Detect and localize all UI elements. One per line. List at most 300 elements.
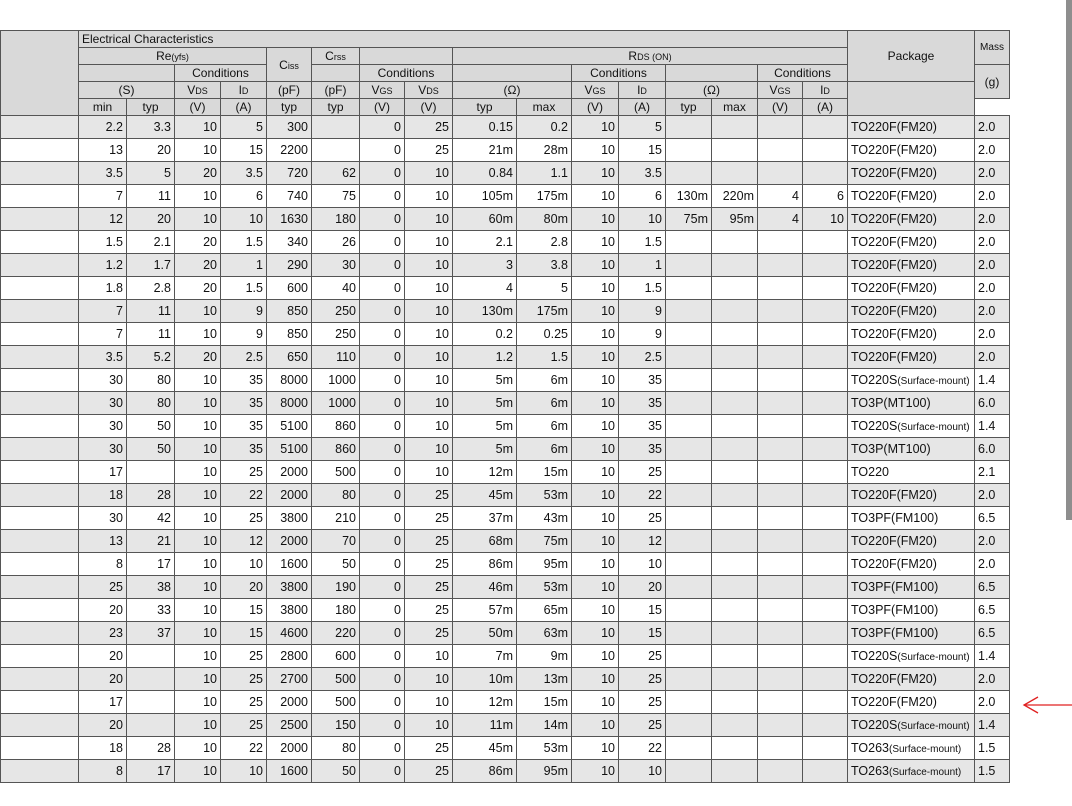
- cell-r2-vgs: [758, 116, 803, 139]
- row-lead-cell: [1, 484, 79, 507]
- cell-c2-vds: 25: [405, 139, 453, 162]
- rds1-vgs-label: [572, 82, 619, 99]
- crss-typ-label: typ: [312, 99, 360, 116]
- cell-r2-id: [803, 139, 848, 162]
- cell-r2-typ: [666, 392, 712, 415]
- cell-r2-typ: [666, 300, 712, 323]
- cell-r2-id: [803, 553, 848, 576]
- row-lead-cell: [1, 208, 79, 231]
- cell-r1-vgs: 10: [572, 530, 619, 553]
- cell-r2-id: [803, 438, 848, 461]
- cell-r2-max: [712, 645, 758, 668]
- cell-crss: 30: [312, 254, 360, 277]
- cell-crss: 600: [312, 645, 360, 668]
- cell-r2-max: [712, 622, 758, 645]
- cell-c-id: 22: [221, 484, 267, 507]
- cell-c-id: 10: [221, 760, 267, 783]
- spec-table-wrap: [0, 30, 1010, 783]
- cell-c2-vds: 25: [405, 576, 453, 599]
- cell-mass: 2.0: [975, 691, 1010, 714]
- row-lead-cell: [1, 645, 79, 668]
- cell-c-vds: 10: [175, 185, 221, 208]
- vgs-v: V: [371, 83, 380, 97]
- cell-c2-vds: 10: [405, 254, 453, 277]
- cell-c2-vds: 10: [405, 461, 453, 484]
- re-sub: (yfs): [171, 52, 189, 62]
- rds1-id-unit: (A): [619, 99, 666, 116]
- cell-re-typ: [127, 714, 175, 737]
- cell-c-id: 22: [221, 737, 267, 760]
- cell-r2-typ: [666, 530, 712, 553]
- cell-crss: 50: [312, 760, 360, 783]
- cell-crss: 180: [312, 208, 360, 231]
- cell-c2-vds: 10: [405, 392, 453, 415]
- cell-r1-max: 75m: [517, 530, 572, 553]
- left-blank-header: [1, 31, 79, 116]
- cell-r1-max: 15m: [517, 461, 572, 484]
- cell-re-typ: 2.8: [127, 277, 175, 300]
- package-name: TO220F(FM20): [851, 350, 937, 364]
- cell-r2-id: [803, 300, 848, 323]
- cell-mass: 2.0: [975, 116, 1010, 139]
- cell-re-min: 7: [79, 300, 127, 323]
- cell-r1-typ: 21m: [453, 139, 517, 162]
- cell-r1-vgs: 10: [572, 346, 619, 369]
- cell-re-min: 30: [79, 507, 127, 530]
- cell-r1-id: 5: [619, 116, 666, 139]
- cell-re-typ: 80: [127, 392, 175, 415]
- cell-c2-vds: 25: [405, 737, 453, 760]
- cell-package: [848, 553, 975, 576]
- cell-r1-typ: 12m: [453, 691, 517, 714]
- cell-r2-id: [803, 231, 848, 254]
- cell-c2-vgs: 0: [360, 438, 405, 461]
- cell-r1-vgs: 10: [572, 645, 619, 668]
- rds1-blank: [453, 65, 572, 82]
- package-name: TO3PF(FM100): [851, 626, 939, 640]
- table-row: [1, 231, 1010, 254]
- cell-c-vds: 10: [175, 438, 221, 461]
- cell-package: [848, 599, 975, 622]
- mass-unit: (g): [975, 65, 1010, 99]
- table-row: [1, 461, 1010, 484]
- cell-r2-vgs: [758, 484, 803, 507]
- cell-c2-vds: 10: [405, 346, 453, 369]
- package-name: TO220S: [851, 419, 898, 433]
- cell-r2-id: [803, 392, 848, 415]
- rds2-max-label: max: [712, 99, 758, 116]
- ciss-header: [267, 48, 312, 82]
- cell-r1-id: 35: [619, 369, 666, 392]
- cell-r1-max: 1.1: [517, 162, 572, 185]
- cell-c-vds: 10: [175, 760, 221, 783]
- cell-package: [848, 415, 975, 438]
- cell-r1-vgs: 10: [572, 576, 619, 599]
- cell-c-id: 1: [221, 254, 267, 277]
- cell-r2-max: [712, 438, 758, 461]
- cell-crss: 150: [312, 714, 360, 737]
- cell-r2-max: [712, 231, 758, 254]
- table-row: [1, 369, 1010, 392]
- rds2-id-label: [803, 82, 848, 99]
- cell-mass: 2.0: [975, 185, 1010, 208]
- cell-c2-vds: 25: [405, 116, 453, 139]
- cell-ciss: 850: [267, 300, 312, 323]
- cell-r2-id: [803, 691, 848, 714]
- row-lead-cell: [1, 599, 79, 622]
- cell-r1-vgs: 10: [572, 254, 619, 277]
- cell-re-min: 17: [79, 691, 127, 714]
- cell-c-vds: 10: [175, 461, 221, 484]
- table-row: [1, 162, 1010, 185]
- row-lead-cell: [1, 139, 79, 162]
- row-lead-cell: [1, 714, 79, 737]
- cell-r2-id: [803, 369, 848, 392]
- cell-r1-id: 20: [619, 576, 666, 599]
- cell-re-typ: 21: [127, 530, 175, 553]
- cell-c2-vgs: 0: [360, 622, 405, 645]
- cell-crss: 70: [312, 530, 360, 553]
- cell-ciss: 650: [267, 346, 312, 369]
- cell-r2-id: [803, 507, 848, 530]
- cell-package: [848, 622, 975, 645]
- cell-r2-max: [712, 162, 758, 185]
- rds1-unit: (Ω): [453, 82, 572, 99]
- table-row: [1, 438, 1010, 461]
- cell-c-id: 9: [221, 323, 267, 346]
- cell-ciss: 5100: [267, 438, 312, 461]
- table-row: [1, 530, 1010, 553]
- cell-ciss: 3800: [267, 599, 312, 622]
- crss-vgs-label: [360, 82, 405, 99]
- row-lead-cell: [1, 576, 79, 599]
- cell-r1-typ: 5m: [453, 369, 517, 392]
- cell-r2-typ: [666, 714, 712, 737]
- cell-package: [848, 139, 975, 162]
- cell-r2-max: [712, 576, 758, 599]
- cell-crss: 1000: [312, 369, 360, 392]
- cell-c-vds: 10: [175, 208, 221, 231]
- cell-mass: 1.4: [975, 369, 1010, 392]
- package-name: TO220F(FM20): [851, 258, 937, 272]
- cell-c2-vds: 10: [405, 323, 453, 346]
- vgs-sub2: GS: [592, 86, 606, 96]
- cell-package: [848, 208, 975, 231]
- cell-mass: 2.0: [975, 139, 1010, 162]
- cell-r2-vgs: [758, 277, 803, 300]
- cell-r1-typ: 4: [453, 277, 517, 300]
- cell-c2-vgs: 0: [360, 277, 405, 300]
- cell-r2-vgs: [758, 553, 803, 576]
- cell-crss: 110: [312, 346, 360, 369]
- package-name: TO220F(FM20): [851, 235, 937, 249]
- cell-r2-vgs: [758, 760, 803, 783]
- cell-r1-vgs: 10: [572, 714, 619, 737]
- cell-r1-typ: 68m: [453, 530, 517, 553]
- cell-r1-max: 53m: [517, 737, 572, 760]
- cell-c-id: 35: [221, 369, 267, 392]
- cell-r2-id: [803, 162, 848, 185]
- cell-r1-vgs: 10: [572, 599, 619, 622]
- cell-c-vds: 10: [175, 484, 221, 507]
- cell-package: [848, 369, 975, 392]
- table-row: [1, 116, 1010, 139]
- cell-c2-vgs: 0: [360, 553, 405, 576]
- cell-re-typ: 50: [127, 438, 175, 461]
- package-header: Package: [848, 31, 975, 82]
- cell-crss: 500: [312, 691, 360, 714]
- cell-ciss: 600: [267, 277, 312, 300]
- table-row: [1, 737, 1010, 760]
- row-lead-cell: [1, 300, 79, 323]
- cell-r2-max: [712, 484, 758, 507]
- cell-r1-max: 175m: [517, 185, 572, 208]
- cell-package: [848, 346, 975, 369]
- cell-r2-typ: [666, 346, 712, 369]
- cell-r1-vgs: 10: [572, 484, 619, 507]
- package-note: (Surface-mount): [897, 721, 970, 732]
- rds2-conditions: Conditions: [758, 65, 848, 82]
- cell-c2-vds: 10: [405, 415, 453, 438]
- cell-crss: 26: [312, 231, 360, 254]
- cell-ciss: 2000: [267, 691, 312, 714]
- cell-re-typ: [127, 691, 175, 714]
- cell-c2-vds: 10: [405, 668, 453, 691]
- cell-r2-id: [803, 645, 848, 668]
- package-note: (Surface-mount): [889, 767, 962, 778]
- cell-r1-vgs: 10: [572, 323, 619, 346]
- cell-c-id: 25: [221, 461, 267, 484]
- cell-c2-vds: 25: [405, 599, 453, 622]
- cell-r1-typ: 7m: [453, 645, 517, 668]
- cell-c-vds: 10: [175, 139, 221, 162]
- cell-r2-id: [803, 622, 848, 645]
- cell-r1-max: 6m: [517, 438, 572, 461]
- cell-r2-vgs: [758, 369, 803, 392]
- cell-c2-vds: 25: [405, 507, 453, 530]
- row-lead-cell: [1, 507, 79, 530]
- cell-r2-vgs: [758, 346, 803, 369]
- rds2-vgs-unit: (V): [758, 99, 803, 116]
- crss-vgs-unit: (V): [360, 99, 405, 116]
- cell-package: [848, 714, 975, 737]
- cell-c2-vds: 25: [405, 553, 453, 576]
- cell-r1-vgs: 10: [572, 392, 619, 415]
- cell-c-vds: 10: [175, 392, 221, 415]
- cell-r2-vgs: [758, 162, 803, 185]
- cell-ciss: 2800: [267, 645, 312, 668]
- table-row: [1, 185, 1010, 208]
- re-conditions: Conditions: [175, 65, 267, 82]
- cell-crss: [312, 139, 360, 162]
- cell-c2-vgs: 0: [360, 254, 405, 277]
- cell-r1-max: 95m: [517, 553, 572, 576]
- row-lead-cell: [1, 737, 79, 760]
- cell-r1-id: 15: [619, 622, 666, 645]
- cell-r1-typ: 3: [453, 254, 517, 277]
- cell-r1-id: 22: [619, 484, 666, 507]
- cell-re-typ: 28: [127, 484, 175, 507]
- cell-r2-typ: [666, 645, 712, 668]
- cell-crss: 500: [312, 461, 360, 484]
- cell-mass: 6.0: [975, 438, 1010, 461]
- cell-r1-max: 14m: [517, 714, 572, 737]
- row-lead-cell: [1, 415, 79, 438]
- cell-r1-max: 15m: [517, 691, 572, 714]
- cell-ciss: 2000: [267, 737, 312, 760]
- cell-mass: 6.5: [975, 599, 1010, 622]
- cell-re-typ: 1.7: [127, 254, 175, 277]
- re-blank: [79, 65, 175, 82]
- cell-c-id: 2.5: [221, 346, 267, 369]
- cell-mass: 1.5: [975, 737, 1010, 760]
- row-lead-cell: [1, 760, 79, 783]
- cell-re-min: 8: [79, 553, 127, 576]
- cell-r1-id: 25: [619, 461, 666, 484]
- cell-r1-vgs: 10: [572, 369, 619, 392]
- table-row: [1, 392, 1010, 415]
- cell-r1-typ: 50m: [453, 622, 517, 645]
- cell-package: [848, 576, 975, 599]
- cell-r2-max: [712, 369, 758, 392]
- table-row: [1, 714, 1010, 737]
- cell-package: [848, 691, 975, 714]
- cell-c2-vds: 10: [405, 645, 453, 668]
- cell-c2-vgs: 0: [360, 737, 405, 760]
- cell-package: [848, 277, 975, 300]
- cell-r2-max: [712, 599, 758, 622]
- cell-c-vds: 10: [175, 553, 221, 576]
- package-name: TO263: [851, 741, 889, 755]
- row-lead-cell: [1, 277, 79, 300]
- cell-r2-typ: [666, 461, 712, 484]
- cell-mass: 6.5: [975, 576, 1010, 599]
- cell-r1-typ: 105m: [453, 185, 517, 208]
- crss-cond-blank: [360, 48, 453, 65]
- cell-package: [848, 254, 975, 277]
- cell-re-typ: 17: [127, 760, 175, 783]
- cell-r1-vgs: 10: [572, 622, 619, 645]
- cell-re-typ: [127, 668, 175, 691]
- rds2-blank: [666, 65, 758, 82]
- cell-mass: 2.0: [975, 231, 1010, 254]
- cell-crss: 80: [312, 484, 360, 507]
- cell-c-id: 10: [221, 553, 267, 576]
- cell-r1-max: 80m: [517, 208, 572, 231]
- row-lead-cell: [1, 254, 79, 277]
- cell-r2-vgs: [758, 645, 803, 668]
- cell-r2-max: [712, 668, 758, 691]
- cell-c2-vgs: 0: [360, 323, 405, 346]
- cell-c2-vds: 10: [405, 185, 453, 208]
- cell-mass: 2.0: [975, 277, 1010, 300]
- cell-r2-id: [803, 530, 848, 553]
- cell-c2-vds: 25: [405, 622, 453, 645]
- cell-c2-vgs: 0: [360, 507, 405, 530]
- row-lead-cell: [1, 691, 79, 714]
- cell-mass: 1.5: [975, 760, 1010, 783]
- re-label: Re: [156, 49, 172, 63]
- cell-mass: 2.0: [975, 346, 1010, 369]
- table-row: [1, 346, 1010, 369]
- cell-r2-typ: [666, 415, 712, 438]
- cell-mass: 2.0: [975, 162, 1010, 185]
- vds-sub2: DS: [426, 86, 439, 96]
- crss-blank: [312, 65, 360, 82]
- cell-mass: 2.0: [975, 208, 1010, 231]
- cell-c2-vgs: 0: [360, 668, 405, 691]
- table-body: [1, 116, 1010, 783]
- cell-c-vds: 10: [175, 691, 221, 714]
- cell-r2-typ: 75m: [666, 208, 712, 231]
- cell-crss: 50: [312, 553, 360, 576]
- table-row: [1, 645, 1010, 668]
- row-lead-cell: [1, 461, 79, 484]
- cell-r2-max: [712, 346, 758, 369]
- cell-re-typ: 38: [127, 576, 175, 599]
- rds1-id-label: [619, 82, 666, 99]
- cell-r1-typ: 0.15: [453, 116, 517, 139]
- cell-re-min: 18: [79, 737, 127, 760]
- vertical-scrollbar[interactable]: [1066, 0, 1072, 520]
- cell-re-min: 20: [79, 599, 127, 622]
- cell-r1-vgs: 10: [572, 668, 619, 691]
- cell-r2-vgs: [758, 300, 803, 323]
- cell-r1-max: 3.8: [517, 254, 572, 277]
- cell-c-vds: 10: [175, 415, 221, 438]
- package-name: TO220F(FM20): [851, 695, 937, 709]
- package-name: TO220F(FM20): [851, 327, 937, 341]
- cell-r1-id: 10: [619, 760, 666, 783]
- rds2-typ-label: typ: [666, 99, 712, 116]
- cell-re-typ: 5: [127, 162, 175, 185]
- vgs-v2: V: [584, 83, 593, 97]
- cell-re-min: 20: [79, 645, 127, 668]
- cell-re-typ: 20: [127, 208, 175, 231]
- package-name: TO220: [851, 465, 889, 479]
- cell-mass: 6.5: [975, 622, 1010, 645]
- cell-r1-id: 3.5: [619, 162, 666, 185]
- crss-label: C: [325, 49, 334, 63]
- table-row: [1, 208, 1010, 231]
- cell-r2-typ: [666, 668, 712, 691]
- cell-re-typ: 80: [127, 369, 175, 392]
- cell-r2-id: [803, 415, 848, 438]
- cell-re-min: 23: [79, 622, 127, 645]
- cell-ciss: 1600: [267, 553, 312, 576]
- cell-r2-id: [803, 254, 848, 277]
- cell-crss: 860: [312, 415, 360, 438]
- cell-c-id: 3.5: [221, 162, 267, 185]
- cell-c-id: 15: [221, 599, 267, 622]
- cell-c2-vgs: 0: [360, 208, 405, 231]
- cell-re-typ: 50: [127, 415, 175, 438]
- cell-c2-vds: 25: [405, 484, 453, 507]
- cell-r1-max: 13m: [517, 668, 572, 691]
- package-name: TO3PF(FM100): [851, 511, 939, 525]
- cell-r2-typ: [666, 139, 712, 162]
- cell-c-id: 20: [221, 576, 267, 599]
- cell-package: [848, 668, 975, 691]
- cell-re-typ: 20: [127, 139, 175, 162]
- cell-r2-vgs: [758, 438, 803, 461]
- cell-c-id: 35: [221, 415, 267, 438]
- cell-crss: 500: [312, 668, 360, 691]
- cell-r2-max: 220m: [712, 185, 758, 208]
- cell-r1-max: 65m: [517, 599, 572, 622]
- cell-c-vds: 10: [175, 737, 221, 760]
- cell-r2-typ: [666, 507, 712, 530]
